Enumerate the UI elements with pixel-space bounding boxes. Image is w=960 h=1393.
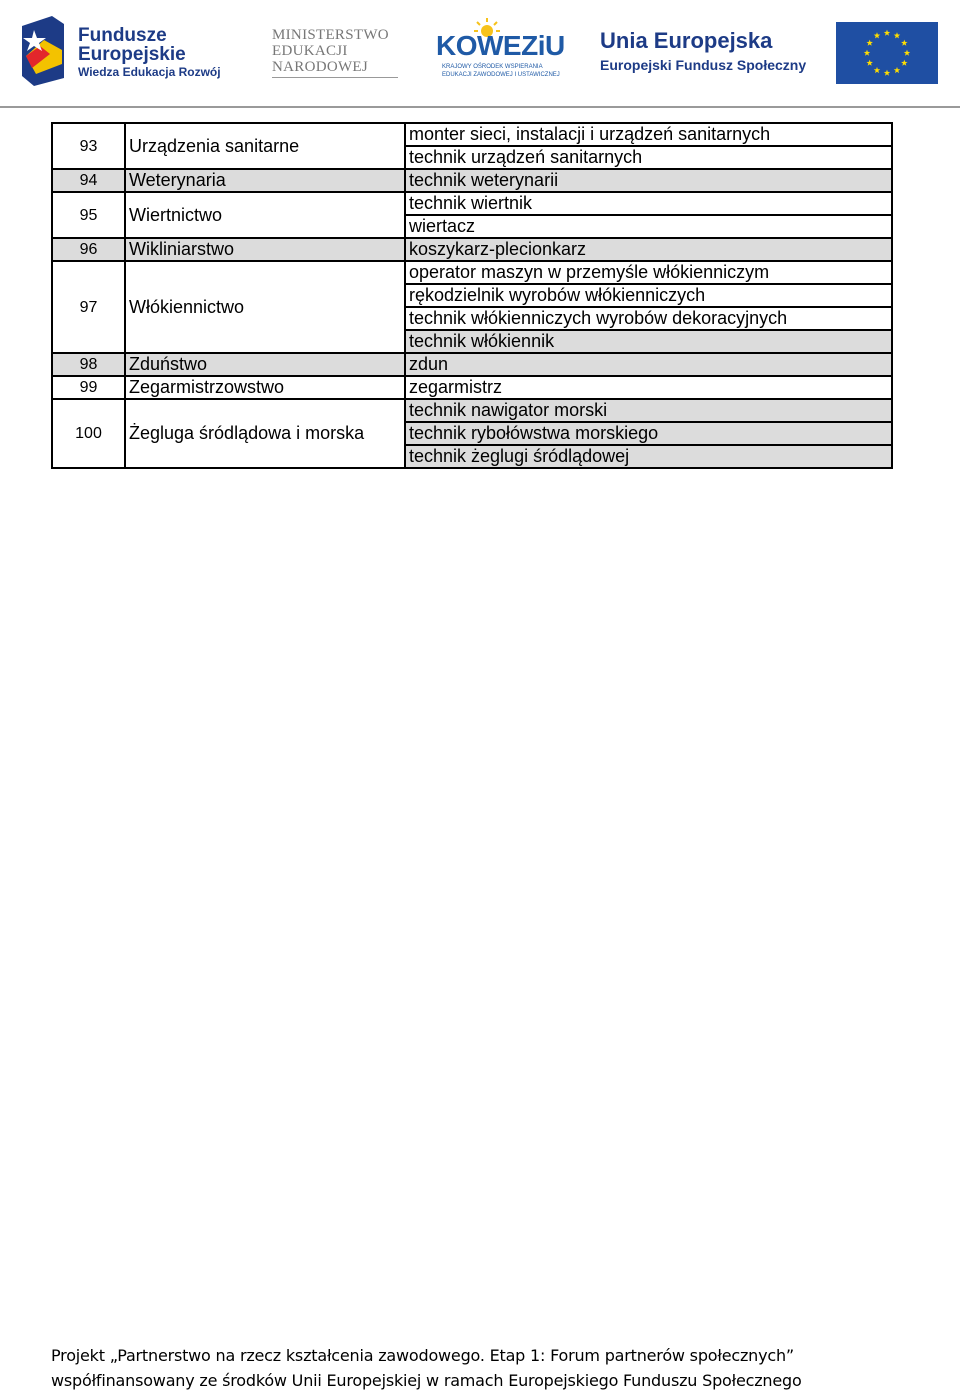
table-row (52, 238, 892, 261)
table-row (52, 169, 892, 192)
unia-logo-line-2: Europejski Fundusz Społeczny (600, 57, 807, 73)
header-divider (0, 106, 960, 108)
fundusze-logo-line-3: Wiedza Edukacja Rozwój (78, 65, 221, 79)
kowezu-logo-name: KOWEZiU (436, 30, 565, 61)
ministerstwo-edukacji-logo (272, 28, 402, 88)
field-name: Urządzenia sanitarne (125, 123, 405, 169)
row-number: 100 (52, 399, 125, 468)
row-number: 99 (52, 376, 125, 399)
fundusze-europejskie-logo (22, 16, 232, 88)
row-number: 95 (52, 192, 125, 238)
men-logo-line-1: MINISTERSTWO (272, 27, 389, 43)
unia-logo-line-1: Unia Europejska (600, 28, 773, 53)
row-number: 97 (52, 261, 125, 353)
footer-line-1: Projekt „Partnerstwo na rzecz kształcenia zawodowego. Etap 1: Forum partnerów społecznych” (51, 1346, 794, 1365)
page-footer (51, 1343, 802, 1393)
profession-cell: zdun (405, 353, 892, 376)
table-row (52, 123, 892, 146)
men-logo-rule (272, 77, 398, 78)
header-logo-bar (0, 0, 960, 106)
table-row (52, 376, 892, 399)
field-name: Zegarmistrzowstwo (125, 376, 405, 399)
profession-cell: zegarmistrz (405, 376, 892, 399)
table-row (52, 353, 892, 376)
kowezu-logo (436, 18, 576, 84)
field-name: Wikliniarstwo (125, 238, 405, 261)
table-row (52, 192, 892, 215)
profession-cell: wiertacz (405, 215, 892, 238)
profession-cell: technik włókiennik (405, 330, 892, 353)
row-number: 96 (52, 238, 125, 261)
profession-cell: technik rybołówstwa morskiego (405, 422, 892, 445)
row-number: 98 (52, 353, 125, 376)
fundusze-logo-line-2: Europejskie (78, 44, 186, 65)
row-number: 94 (52, 169, 125, 192)
field-name: Zduństwo (125, 353, 405, 376)
kowezu-logo-sub-1: KRAJOWY OŚRODEK WSPIERANIA (442, 64, 543, 70)
unia-europejska-logo (598, 26, 828, 80)
men-logo-line-2: EDUKACJI (272, 43, 348, 59)
table-row (52, 261, 892, 284)
profession-cell: rękodzielnik wyrobów włókienniczych (405, 284, 892, 307)
field-name: Weterynaria (125, 169, 405, 192)
kowezu-logo-sub-2: EDUKACJI ZAWODOWEJ I USTAWICZNEJ (442, 72, 560, 78)
field-name: Wiertnictwo (125, 192, 405, 238)
field-name: Żegluga śródlądowa i morska (125, 399, 405, 468)
profession-cell: technik wiertnik (405, 192, 892, 215)
profession-cell: koszykarz-plecionkarz (405, 238, 892, 261)
profession-cell: technik weterynarii (405, 169, 892, 192)
profession-cell: monter sieci, instalacji i urządzeń sanitarnych (405, 123, 892, 146)
profession-cell: technik żeglugi śródlądowej (405, 445, 892, 468)
table-row (52, 399, 892, 422)
eu-flag-icon (836, 22, 938, 84)
men-logo-line-3: NARODOWEJ (272, 59, 369, 75)
profession-cell: technik włókienniczych wyrobów dekoracyjnych (405, 307, 892, 330)
professions-table (51, 122, 893, 469)
profession-cell: technik nawigator morski (405, 399, 892, 422)
profession-cell: technik urządzeń sanitarnych (405, 146, 892, 169)
fundusze-logo-line-1: Fundusze (78, 25, 167, 46)
field-name: Włókiennictwo (125, 261, 405, 353)
footer-line-2: współfinansowany ze środków Unii Europejskiej w ramach Europejskiego Funduszu Społecznego (51, 1371, 802, 1390)
row-number: 93 (52, 123, 125, 169)
fundusze-europejskie-mark-icon (22, 16, 64, 86)
profession-cell: operator maszyn w przemyśle włókienniczym (405, 261, 892, 284)
